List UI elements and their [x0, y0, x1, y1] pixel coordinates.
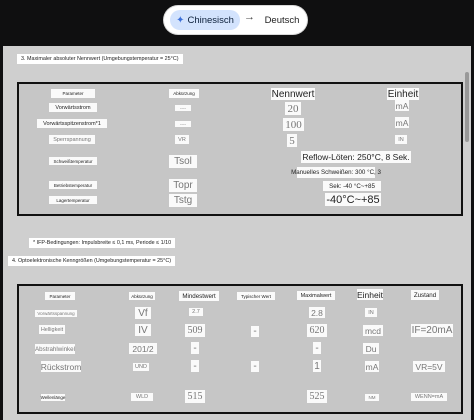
arrow-right-icon: → [244, 11, 255, 23]
s4-header-typical: Typischer Wert [237, 292, 275, 300]
s4-header-condition: Zustand [411, 290, 439, 300]
sparkle-icon: ✦ [176, 14, 185, 26]
s3-row2-unit: mA [395, 117, 409, 128]
s3-row2-value: 100 [283, 118, 304, 131]
s4-row2-abbreviation: IV [135, 324, 151, 336]
target-language-label: Deutsch [264, 14, 300, 26]
s3-row6-abbreviation: Tstg [169, 194, 197, 207]
s4-row5-min: 515 [185, 390, 205, 403]
s4-row2-unit: mcd [364, 325, 382, 336]
s3-row2-parameter: Vorwärtsspitzenstrom*1 [37, 119, 107, 128]
s4-row1-abbreviation: Vf [135, 307, 151, 319]
s3-row5-parameter: Betriebstemperatur [49, 181, 97, 189]
scrollbar[interactable] [465, 72, 469, 142]
s3-row5-abbreviation: Topr [169, 179, 197, 192]
section3-title: 3. Maximaler absoluter Nennwert (Umgebungstemperatur = 25°C) [17, 54, 183, 64]
s4-row2-parameter: Helligkeit [40, 326, 64, 333]
s4-row3-parameter: Abstrahlwinkel [35, 345, 75, 353]
s3-row4b-value: Manuelles Schweißen: 300 °C, 3 [291, 169, 381, 176]
s4-row4-max: 1 [314, 360, 320, 372]
s4-row3-unit: Du [363, 343, 379, 354]
s4-row4-typical: - [251, 361, 259, 372]
s4-row4-parameter: Rückstrom [40, 361, 82, 372]
s4-row4-condition: VR=5V [413, 361, 445, 372]
s3-row3-parameter: Sperrspannung [49, 135, 95, 144]
s3-header-abbreviation: Abkürzung [169, 89, 199, 98]
language-switcher [164, 6, 307, 34]
s4-row1-min: 2.7 [189, 308, 203, 316]
s3-row5-value: Sek: -40 °C~+85 [323, 181, 381, 191]
s4-header-max: Maximalwert [297, 291, 335, 300]
s4-row1-unit: IN [365, 308, 377, 317]
target-language-button[interactable] [260, 10, 304, 30]
s3-row3-unit: IN [395, 135, 407, 144]
s4-row3-min: - [191, 342, 199, 354]
s4-row4-min: - [191, 360, 199, 372]
section4-table [17, 284, 463, 414]
s4-row5-condition: WENN=mA [411, 393, 447, 401]
section4-title: 4. Optoelektronische Kenngrößen (Umgebungstemperatur = 25°C) [8, 256, 175, 266]
s3-row3-value: 5 [287, 134, 297, 147]
s3-row2-abbreviation: ---- [175, 121, 191, 127]
s4-row5-unit: NM [365, 394, 379, 401]
s3-row4-parameter: Schweißtemperatur [49, 157, 97, 165]
s3-header-rating: Nennwert [271, 88, 315, 100]
s3-row1-parameter: Vorwärtsstrom [49, 103, 97, 112]
s3-row4-value: Reflow-Löten: 250°C, 8 Sek. [302, 152, 410, 162]
s4-row4-abbreviation: UND [133, 363, 149, 371]
translated-document [3, 46, 471, 420]
s4-row5-parameter: Wellenlänge [40, 395, 66, 400]
s4-row4-unit: mA [365, 361, 379, 372]
s4-row1-max: 2.8 [309, 307, 325, 318]
s3-row1-value: 20 [285, 102, 301, 115]
s3-row6-value: -40°C~+85 [326, 193, 380, 206]
s4-row3-max: - [313, 342, 321, 354]
s3-row4-abbreviation: Tsol [169, 155, 197, 168]
s3-row6-parameter: Lagertemperatur [49, 196, 97, 204]
s4-row3-abbreviation: 201/2 [129, 343, 157, 354]
footnote-ifp: * IFP-Bedingungen: Impulsbreite ≤ 0,1 ms, Periode ≤ 1/10 [29, 238, 175, 248]
s3-row1-unit: mA [395, 100, 409, 111]
section3-table [17, 82, 463, 216]
s3-header-parameter: Parameter [51, 89, 95, 98]
s4-header-min: Mindestwert [179, 291, 219, 301]
s3-row3-abbreviation: VR [175, 135, 189, 144]
source-language-button[interactable] [170, 10, 240, 30]
source-language-label: Chinesisch [187, 14, 234, 26]
s3-row1-abbreviation: ---- [175, 105, 191, 111]
s4-row2-min: 509 [185, 324, 205, 337]
s4-row2-condition: IF=20mA [411, 325, 453, 336]
s3-header-unit: Einheit [387, 88, 419, 100]
s4-row5-abbreviation: WLD [131, 393, 153, 401]
s4-row2-max: 620 [307, 324, 327, 337]
s4-row1-parameter: Vorwärtsspannung [35, 310, 77, 317]
s4-header-abbreviation: Abkürzung [129, 292, 155, 300]
s4-row5-max: 525 [307, 390, 327, 403]
s4-row2-typical: - [251, 326, 259, 337]
s4-header-parameter: Parameter [45, 292, 75, 300]
s4-header-unit: Einheit [357, 289, 383, 300]
